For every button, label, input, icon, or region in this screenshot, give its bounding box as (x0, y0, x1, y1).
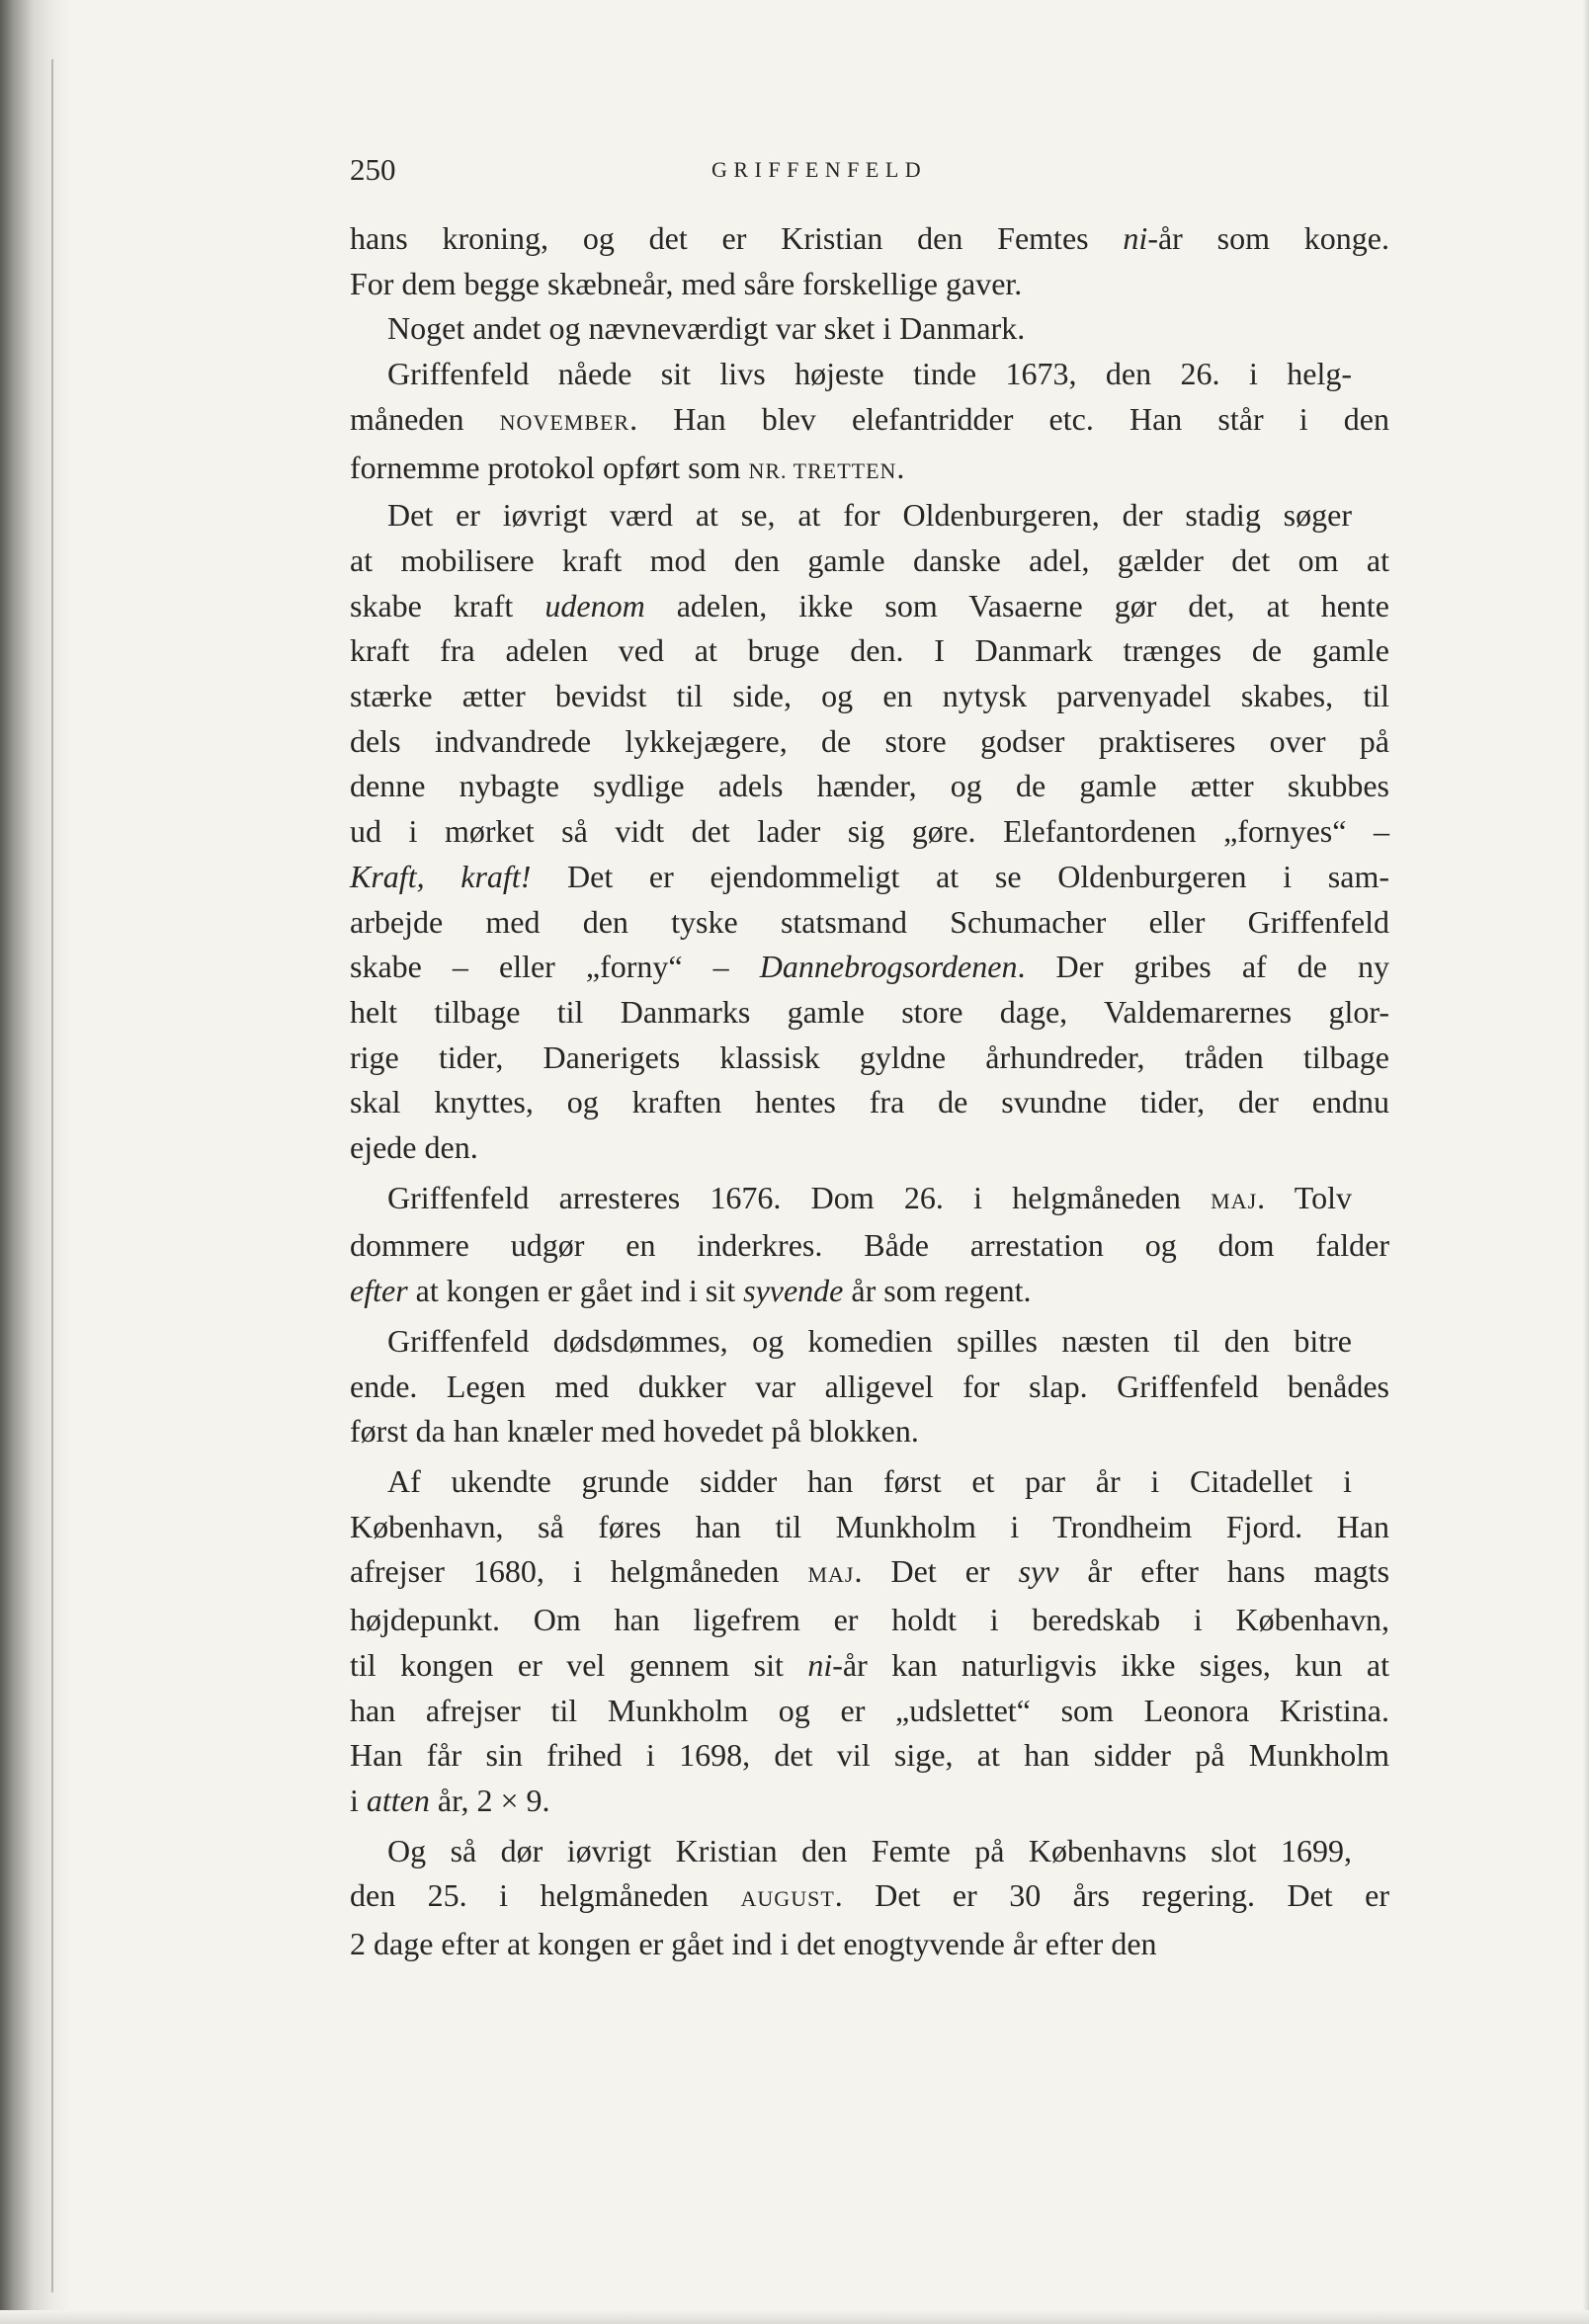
paragraph (350, 1223, 1389, 1313)
paragraph (350, 352, 1389, 397)
text-line: dommere udgør en inderkres. Både arrestation og dom falder (350, 1227, 1389, 1264)
small-caps-text: AUGUST (740, 1886, 835, 1912)
book-gutter-shadow (0, 0, 71, 2324)
text-line: Griffenfeld dødsdømmes, og komedien spilles næsten til den bitre (387, 1322, 1352, 1359)
text-line: skabe kraft udenom adelen, ikke som Vasaerne gør det, at hente (350, 587, 1390, 623)
paragraph (350, 1505, 1389, 1824)
italic-text: udenom (544, 587, 645, 623)
small-caps-text: NR. TRETTEN (748, 457, 897, 483)
text-line: skal knyttes, og kraften hentes fra de svundne tider, der endnu (350, 1084, 1389, 1120)
text-line: han afrejser til Munkholm og er „udslettet“ som Leonora Kristina. (350, 1692, 1389, 1728)
text-line: i atten år, 2 × 9. (350, 1782, 550, 1818)
italic-text: syv (1018, 1553, 1059, 1590)
paragraph (350, 1873, 1389, 1966)
text-line: måneden NOVEMBER. Han blev elefantridder etc. Han står i den (350, 400, 1390, 437)
running-head (350, 148, 1389, 192)
italic-text: ni (1123, 220, 1148, 256)
small-caps-text: MAJ (807, 1562, 855, 1588)
paragraph (350, 1365, 1389, 1454)
text-line: Noget andet og nævneværdigt var sket i Danmark. (387, 310, 1026, 347)
text-line: Han får sin frihed i 1698, det vil sige, at han sidder på Munkholm (350, 1737, 1389, 1774)
text-line: efter at kongen er gået ind i sit syvende år som regent. (350, 1273, 1032, 1309)
paragraph (350, 1176, 1389, 1224)
paragraph (350, 493, 1389, 539)
text-line: først da han knæler med hovedet på blokken. (350, 1413, 919, 1450)
text-line: For dem begge skæbneår, med såre forskellige gaver. (350, 265, 1023, 301)
body-text (350, 216, 1389, 1967)
text-line: København, så føres han til Munkholm i Trondheim Fjord. Han (350, 1508, 1389, 1544)
text-line: hans kroning, og det er Kristian den Femtes ni-år som konge. (350, 220, 1390, 256)
text-line: til kongen er vel gennem sit ni-år kan naturligvis ikke siges, kun at (350, 1646, 1389, 1683)
page-fold-line (51, 59, 53, 2292)
right-page-edge (1583, 0, 1589, 2324)
text-line: 2 dage efter at kongen er gået ind i det enogtyvende år efter den (350, 1926, 1157, 1962)
text-line: den 25. i helgmåneden AUGUST. Det er 30 års regering. Det er (350, 1877, 1390, 1914)
text-line: afrejser 1680, i helgmåneden MAJ. Det er syv år efter hans magts (350, 1553, 1390, 1590)
text-line: Det er iøvrigt værd at se, at for Oldenburgeren, der stadig søger (387, 497, 1352, 534)
text-line: ende. Legen med dukker var alligevel for slap. Griffenfeld benådes (350, 1368, 1389, 1404)
text-line: fornemme protokol opført som NR. TRETTEN. (350, 449, 905, 485)
paragraph (350, 539, 1389, 1171)
italic-text: Dannebrogsordenen (759, 949, 1018, 985)
text-line: ejede den. (350, 1129, 478, 1166)
text-line: ud i mørket så vidt det lader sig gøre. Elefantordenen „fornyes“ – (350, 813, 1389, 850)
text-line: Kraft, kraft! Det er ejendommeligt at se Oldenburgeren i sam- (350, 858, 1390, 894)
text-line: kraft fra adelen ved at bruge den. I Danmark trænges de gamle (350, 632, 1389, 669)
page-number: 250 (350, 152, 396, 187)
paragraph (350, 1319, 1389, 1365)
text-line: rige tider, Danerigets klassisk gyldne århundreder, tråden tilbage (350, 1038, 1389, 1075)
paragraph (350, 306, 1389, 352)
italic-text: Kraft, kraft! (350, 858, 532, 894)
text-line: Griffenfeld arresteres 1676. Dom 26. i helgmåneden MAJ. Tolv (387, 1179, 1353, 1215)
text-line: arbejde med den tyske statsmand Schumacher eller Griffenfeld (350, 903, 1389, 940)
text-line: dels indvandrede lykkejægere, de store godser praktiseres over på (350, 722, 1389, 759)
italic-text: syvende (743, 1273, 844, 1309)
text-line: Og så dør iøvrigt Kristian den Femte på Københavns slot 1699, (387, 1832, 1352, 1868)
paragraph (350, 1459, 1389, 1505)
text-line: at mobilisere kraft mod den gamle danske adel, gælder det om at (350, 541, 1389, 578)
text-line: højdepunkt. Om han ligefrem er holdt i beredskab i København, (350, 1602, 1389, 1638)
italic-text: efter (350, 1273, 408, 1309)
paragraph (350, 397, 1389, 493)
paragraph (350, 1829, 1389, 1874)
text-line: skabe – eller „forny“ – Dannebrogsordenen. Der gribes af de ny (350, 949, 1390, 985)
text-line: helt tilbage til Danmarks gamle store dage, Valdemarernes glor- (350, 993, 1389, 1030)
text-line: Griffenfeld nåede sit livs højeste tinde 1673, den 26. i helg- (387, 356, 1352, 392)
text-line: denne nybagte sydlige adels hænder, og de gamle ætter skubbes (350, 768, 1389, 804)
bottom-page-edge (0, 2310, 1589, 2324)
italic-text: ni (807, 1646, 833, 1683)
small-caps-text: MAJ (1211, 1188, 1258, 1213)
running-title: GRIFFENFELD (711, 157, 928, 182)
text-line: Af ukendte grunde sidder han først et par år i Citadellet i (387, 1462, 1352, 1499)
text-line: stærke ætter bevidst til side, og en nytysk parvenyadel skabes, til (350, 678, 1389, 714)
paragraph (350, 216, 1389, 306)
small-caps-text: NOVEMBER (499, 409, 630, 435)
italic-text: atten (366, 1782, 430, 1818)
